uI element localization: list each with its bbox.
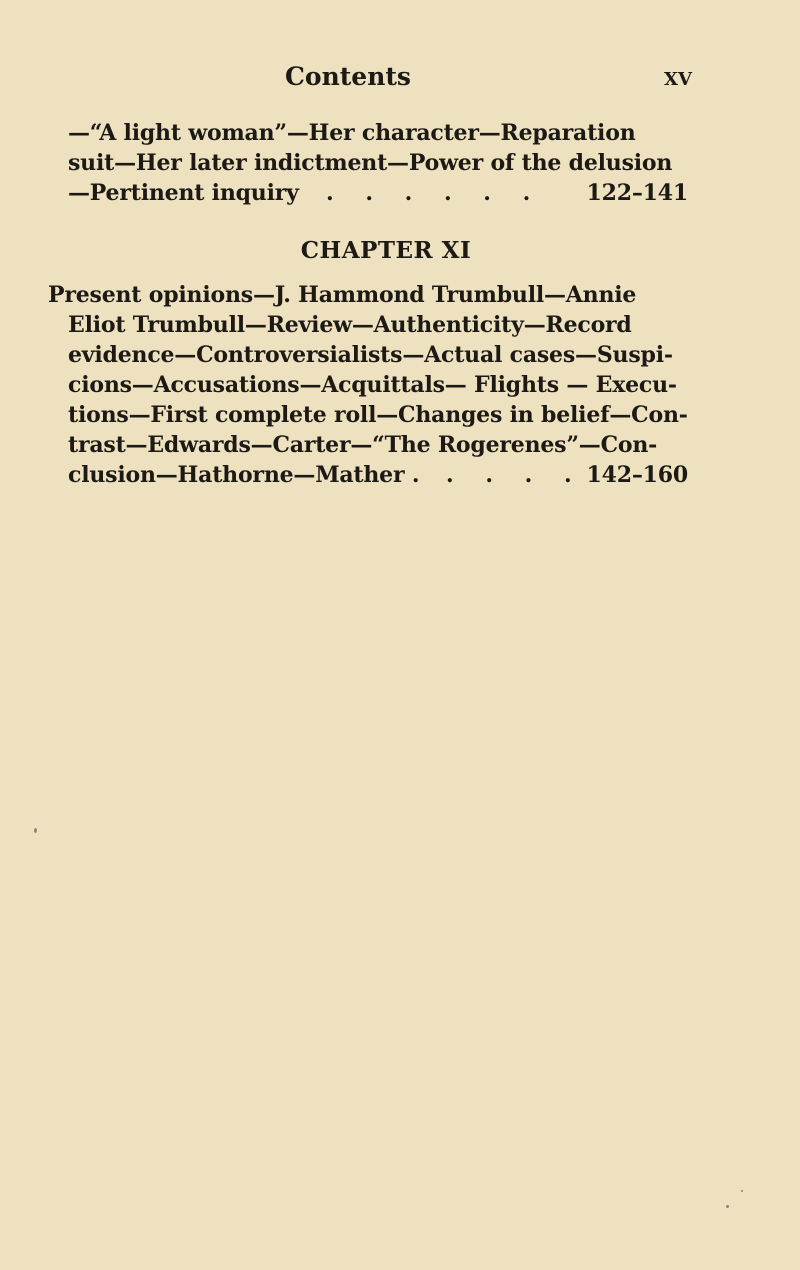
leader-dots: . . . . [446, 462, 584, 488]
toc-line: evidence—Controversialists—Actual cases—Suspi- [68, 342, 673, 368]
page-range: 142–160 [586, 462, 688, 488]
chapter-heading-text: CHAPTER XI [300, 237, 472, 264]
toc-line: —“A light woman”—Her character—Reparation [68, 120, 636, 146]
toc-line: cions—Accusations—Acquittals— Flights — Execu- [68, 372, 677, 398]
chapter-heading [0, 237, 800, 264]
toc-line: trast—Edwards—Carter—“The Rogerenes”—Con- [68, 432, 658, 458]
toc-line: Present opinions—J. Hammond Trumbull—Annie [48, 282, 637, 308]
toc-line: Eliot Trumbull—Review—Authenticity—Record [68, 312, 632, 338]
toc-line: suit—Her later indictment—Power of the delusion [68, 150, 673, 176]
running-title: Contents [285, 62, 412, 91]
toc-line: clusion—Hathorne—Mather . [68, 462, 420, 488]
paper-speck [726, 1205, 729, 1208]
page-range: 122–141 [586, 180, 688, 206]
leader-dots: . . . . . . [326, 180, 543, 206]
toc-entry-continued [68, 118, 688, 208]
toc-line: tions—First complete roll—Changes in belief—Con- [68, 402, 688, 428]
running-header [0, 62, 800, 98]
paper-speck [34, 828, 37, 833]
toc-entry-chapter-xi [48, 280, 688, 490]
paper-speck [741, 1190, 743, 1192]
toc-line: —Pertinent inquiry [68, 180, 299, 206]
toc-line-with-pages [48, 460, 688, 490]
page-folio: xv [664, 62, 692, 91]
toc-line-with-pages [68, 178, 688, 208]
